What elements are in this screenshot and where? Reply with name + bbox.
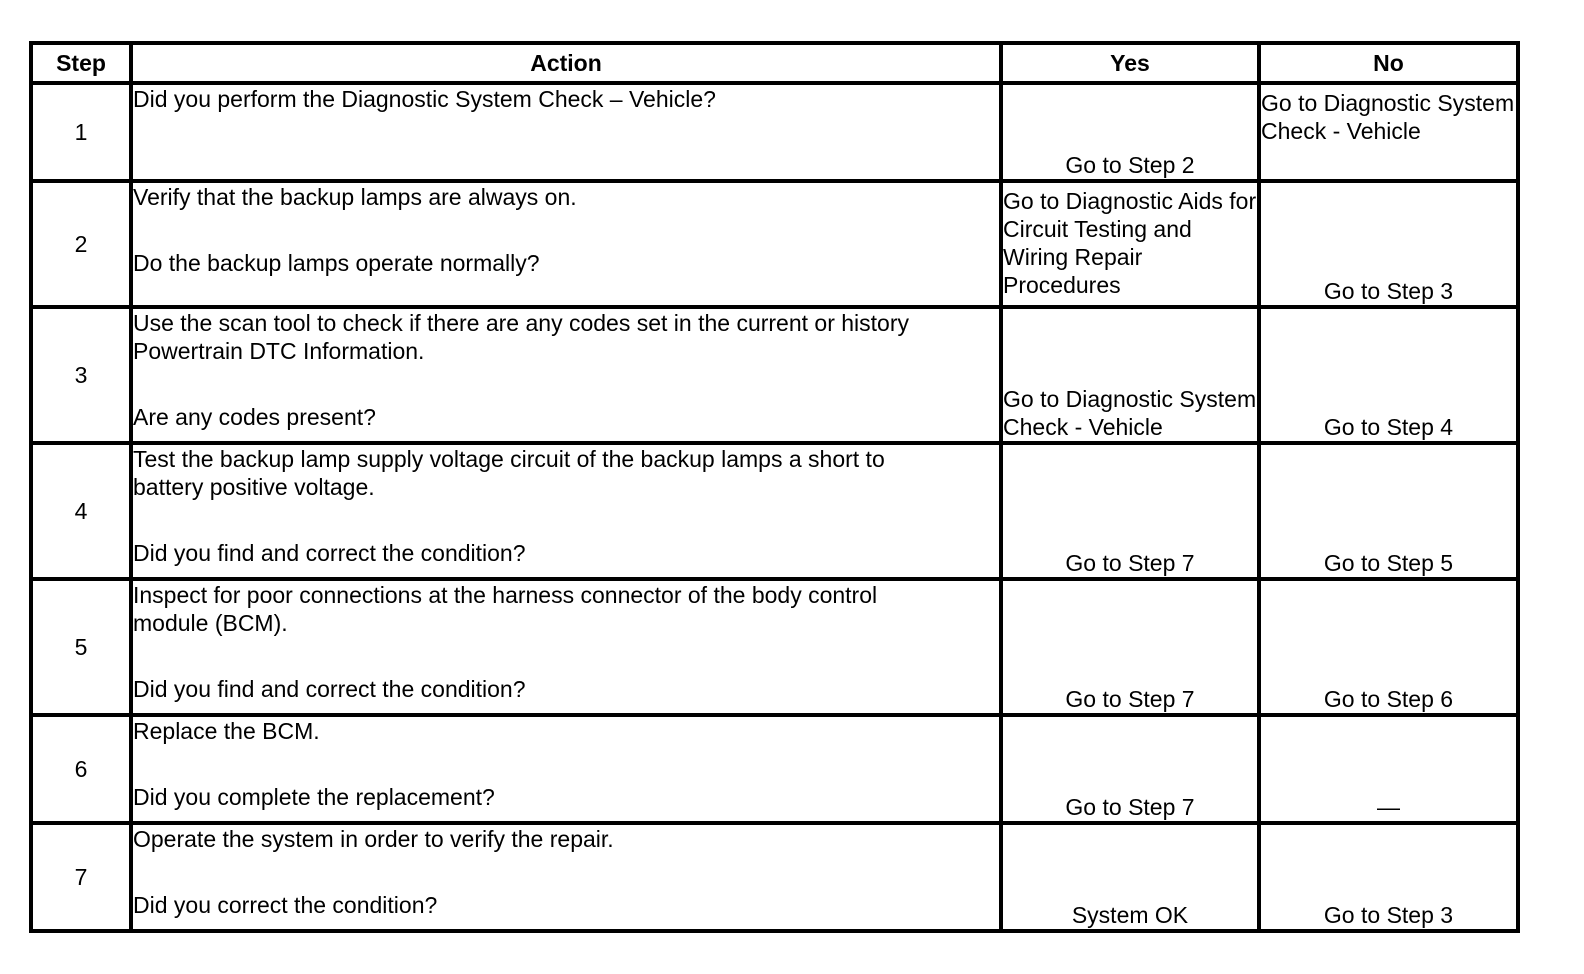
yes-cell: Go to Step 7 (1001, 715, 1259, 823)
yes-cell: Go to Diagnostic Aids for Circuit Testing and Wiring Repair Procedures (1001, 181, 1259, 307)
action-question: Do the backup lamps operate normally? (133, 250, 540, 276)
table-row (31, 443, 1518, 579)
no-cell: Go to Step 4 (1259, 307, 1518, 443)
diagnostic-table (29, 41, 1520, 933)
step-number: 1 (31, 83, 131, 181)
header-yes: Yes (1001, 43, 1259, 83)
action-question: Did you find and correct the condition? (133, 540, 526, 566)
action-text: Inspect for poor connections at the harness connector of the body control (133, 582, 878, 608)
action-cell (131, 181, 1001, 307)
action-text: Replace the BCM. (133, 718, 320, 744)
header-row (31, 43, 1518, 83)
header-step: Step (31, 43, 131, 83)
step-number: 4 (31, 443, 131, 579)
table-row (31, 83, 1518, 181)
action-text: Powertrain DTC Information. (133, 338, 425, 364)
action-text: Did you perform the Diagnostic System Check – Vehicle? (133, 86, 716, 112)
header-action: Action (131, 43, 1001, 83)
no-cell: Go to Step 3 (1259, 823, 1518, 931)
action-question: Are any codes present? (133, 404, 376, 430)
step-number: 5 (31, 579, 131, 715)
no-cell: — (1259, 715, 1518, 823)
no-cell: Go to Step 3 (1259, 181, 1518, 307)
header-no: No (1259, 43, 1518, 83)
action-cell (131, 715, 1001, 823)
action-text: Operate the system in order to verify the repair. (133, 826, 614, 852)
action-cell (131, 823, 1001, 931)
action-text: Use the scan tool to check if there are any codes set in the current or history (133, 310, 910, 336)
yes-cell: System OK (1001, 823, 1259, 931)
yes-cell: Go to Diagnostic System Check - Vehicle (1001, 307, 1259, 443)
table-row (31, 181, 1518, 307)
table-row (31, 579, 1518, 715)
action-text: Verify that the backup lamps are always on. (133, 184, 577, 210)
step-number: 2 (31, 181, 131, 307)
table-row (31, 823, 1518, 931)
step-number: 7 (31, 823, 131, 931)
yes-cell: Go to Step 7 (1001, 579, 1259, 715)
action-cell (131, 443, 1001, 579)
yes-cell: Go to Step 2 (1001, 83, 1259, 181)
action-question: Did you complete the replacement? (133, 784, 495, 810)
action-text: battery positive voltage. (133, 474, 375, 500)
no-cell: Go to Step 5 (1259, 443, 1518, 579)
no-cell: Go to Diagnostic System Check - Vehicle (1259, 83, 1518, 181)
action-cell (131, 307, 1001, 443)
action-text: Test the backup lamp supply voltage circuit of the backup lamps a short to (133, 446, 885, 472)
step-number: 6 (31, 715, 131, 823)
no-cell: Go to Step 6 (1259, 579, 1518, 715)
action-question: Did you correct the condition? (133, 892, 438, 918)
action-text: module (BCM). (133, 610, 288, 636)
action-question: Did you find and correct the condition? (133, 676, 526, 702)
yes-cell: Go to Step 7 (1001, 443, 1259, 579)
table-row (31, 307, 1518, 443)
step-number: 3 (31, 307, 131, 443)
action-cell (131, 83, 1001, 181)
action-cell (131, 579, 1001, 715)
table-row (31, 715, 1518, 823)
